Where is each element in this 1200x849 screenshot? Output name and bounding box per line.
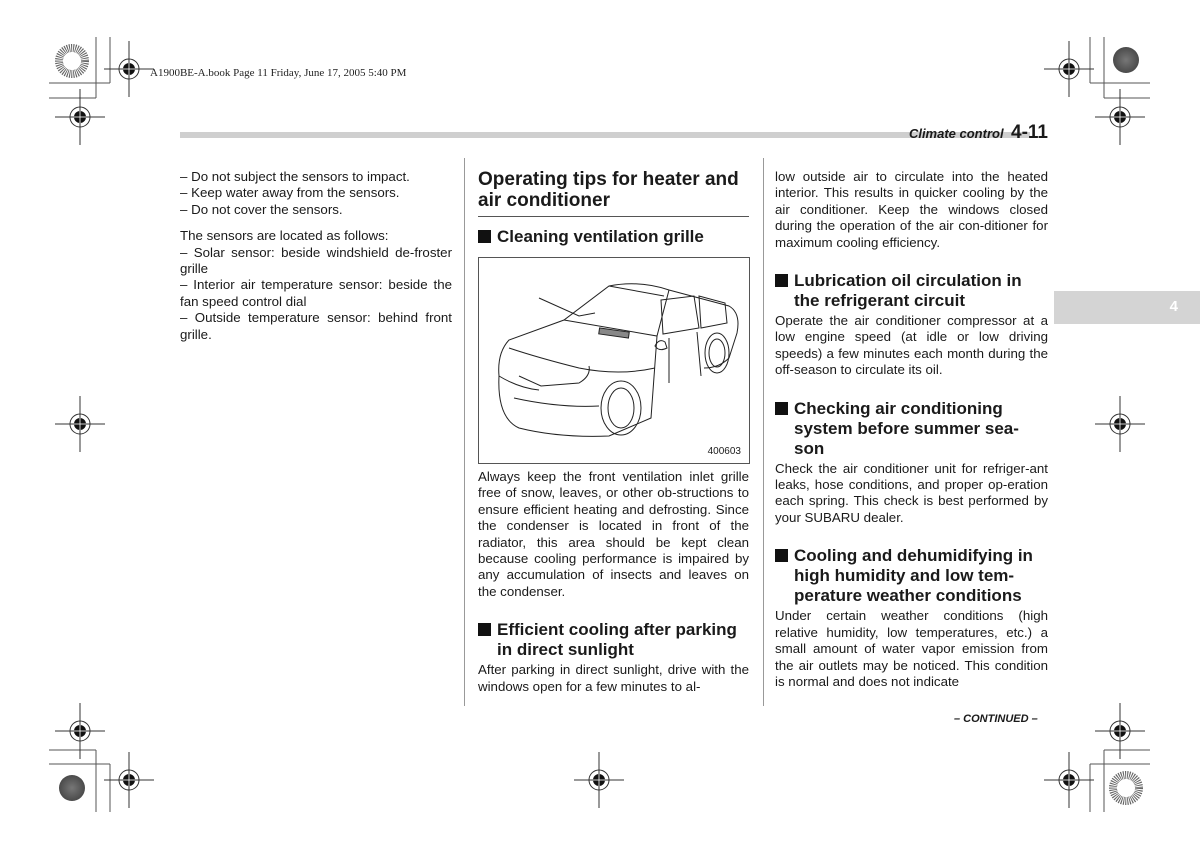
body-text: Operate the air conditioner compressor at a low engine speed (at idle or low driving speeds) a few minutes each month during the off-season to circulate its oil. bbox=[775, 313, 1048, 378]
header-rule bbox=[180, 132, 1030, 138]
column-2 bbox=[478, 169, 749, 249]
column-1 bbox=[180, 169, 452, 343]
body-text: Under certain weather conditions (high relative humidity, low temperatures, etc.) a small amount of water vapor emission from the air outlets may be noticed. This condition is normal and does not indicate bbox=[775, 608, 1048, 689]
bullet-item: – Do not subject the sensors to impact. bbox=[180, 169, 410, 184]
location-item: – Interior air temperature sensor: beside the fan speed control dial bbox=[180, 277, 452, 309]
car-illustration bbox=[479, 258, 749, 463]
section-heading: Lubrication oil circulation in the refrigerant circuit bbox=[775, 271, 1048, 311]
square-bullet-icon bbox=[478, 623, 491, 636]
body-text: Always keep the front ventilation inlet grille free of snow, leaves, or other ob-structions to ensure efficient heating and defrosting. Since the condenser is located in front of the radiator, this area should be kept clean because cooling performance is impaired by any accumulation of insects and leaves on the condenser. bbox=[478, 469, 749, 599]
page-number: 4-11 bbox=[1011, 122, 1048, 143]
section-heading: Efficient cooling after parking in direct sunlight bbox=[478, 620, 749, 660]
page-header bbox=[909, 122, 1048, 144]
column-divider bbox=[464, 158, 465, 706]
square-bullet-icon bbox=[775, 274, 788, 287]
chapter-tab-label: 4 bbox=[1169, 298, 1178, 315]
location-item: – Solar sensor: beside windshield de-froster grille bbox=[180, 244, 452, 277]
page-title: Operating tips for heater and air conditioner bbox=[478, 169, 749, 217]
body-text: low outside air to circulate into the heated interior. This results in quicker cooling by the air conditioner. Keep the windows closed during the operation of the air con-ditioner for maximum cooling efficiency. bbox=[775, 169, 1048, 250]
section-heading: Cleaning ventilation grille bbox=[478, 227, 749, 247]
locations-intro: The sensors are located as follows: bbox=[180, 228, 389, 244]
print-file-info: A1900BE-A.book Page 11 Friday, June 17, 2005 5:40 PM bbox=[150, 67, 407, 79]
section-heading: Checking air conditioning system before summer sea-son bbox=[775, 399, 1048, 459]
column-3 bbox=[775, 169, 1048, 690]
bullet-item: – Keep water away from the sensors. bbox=[180, 185, 400, 201]
column-2-lower bbox=[478, 469, 749, 695]
car-figure bbox=[478, 257, 750, 464]
body-text: After parking in direct sunlight, drive with the windows open for a few minutes to al- bbox=[478, 662, 749, 694]
section-heading: Cooling and dehumidifying in high humidity and low tem-perature weather conditions bbox=[775, 546, 1048, 606]
chapter-tab bbox=[1054, 291, 1200, 324]
continued-marker: – CONTINUED – bbox=[954, 713, 1038, 725]
square-bullet-icon bbox=[775, 549, 788, 562]
section-title: Climate control bbox=[908, 126, 1004, 141]
body-text: Check the air conditioner unit for refriger-ant leaks, hose conditions, and proper op-eration each spring. This check is best performed by your SUBARU dealer. bbox=[775, 460, 1048, 525]
column-divider bbox=[763, 158, 764, 706]
figure-number: 400603 bbox=[707, 446, 741, 457]
square-bullet-icon bbox=[478, 230, 491, 243]
location-item: – Outside temperature sensor: behind front grille. bbox=[180, 310, 452, 342]
bullet-item: – Do not cover the sensors. bbox=[180, 201, 343, 217]
square-bullet-icon bbox=[775, 402, 788, 415]
